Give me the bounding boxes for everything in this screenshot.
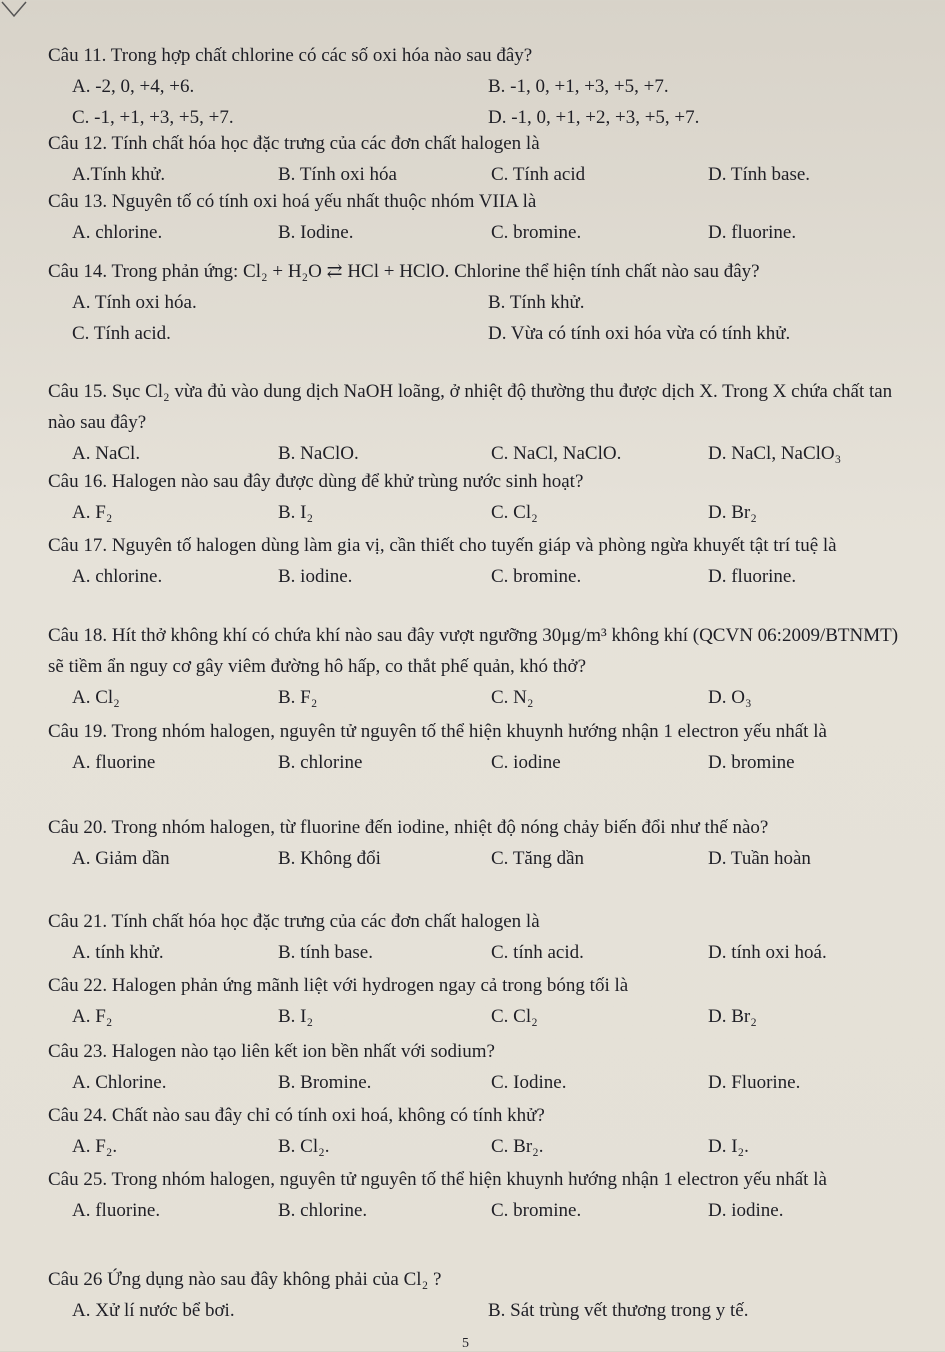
option-d: D. Tuần hoàn xyxy=(708,848,811,869)
option-d: D. -1, 0, +1, +2, +3, +5, +7. xyxy=(488,107,700,128)
option-a: A. Tính oxi hóa. xyxy=(72,292,197,313)
question-stem: Câu 23. Halogen nào tạo liên kết ion bền nhất với sodium? xyxy=(48,1041,495,1062)
option-a: A. Giảm dần xyxy=(72,848,170,869)
question-stem: Câu 17. Nguyên tố halogen dùng làm gia vị, cần thiết cho tuyến giáp và phòng ngừa khuyết tật trí tuệ là xyxy=(48,535,837,556)
question-17 xyxy=(48,530,915,592)
option-c: C. N₂ xyxy=(491,687,534,708)
question-stem: Câu 15. Sục Cl₂ vừa đủ vào dung dịch NaOH loãng, ở nhiệt độ thường thu được dịch X. Trong X chứa chất tan nào sau đây? xyxy=(48,381,893,433)
question-stem: Câu 11. Trong hợp chất chlorine có các số oxi hóa nào sau đây? xyxy=(48,45,533,66)
question-20 xyxy=(48,812,915,874)
question-stem: Câu 21. Tính chất hóa học đặc trưng của các đơn chất halogen là xyxy=(48,911,540,932)
option-d: D. NaCl, NaClO₃ xyxy=(708,443,842,464)
question-stem: Câu 12. Tính chất hóa học đặc trưng của các đơn chất halogen là xyxy=(48,133,540,154)
question-22 xyxy=(48,970,915,1032)
option-c: C. Tính acid xyxy=(491,164,586,185)
option-d: D. tính oxi hoá. xyxy=(708,942,827,963)
question-stem: Câu 24. Chất nào sau đây chỉ có tính oxi hoá, không có tính khử? xyxy=(48,1105,545,1126)
question-25 xyxy=(48,1164,915,1226)
option-a: A. -2, 0, +4, +6. xyxy=(72,76,195,97)
question-stem: Câu 14. Trong phản ứng: Cl₂ + H₂O ⇄ HCl + HClO. Chlorine thể hiện tính chất nào sau đây? xyxy=(48,261,760,282)
question-13 xyxy=(48,186,915,248)
option-a: A. Chlorine. xyxy=(72,1072,167,1093)
option-c: C. Tính acid. xyxy=(72,323,171,344)
option-b: B. Cl₂. xyxy=(278,1136,330,1157)
option-d: D. Br₂ xyxy=(708,1006,757,1027)
option-d: D. I₂. xyxy=(708,1136,749,1157)
option-d: D. Vừa có tính oxi hóa vừa có tính khử. xyxy=(488,323,791,344)
option-b: B. NaClO. xyxy=(278,443,359,464)
question-stem: Câu 18. Hít thở không khí có chứa khí nào sau đây vượt ngưỡng 30μg/m³ không khí (QCVN 06:2009/BTNMT) sẽ tiềm ẩn nguy cơ gây viêm đường hô hấp, co thắt phế quản, khó thở? xyxy=(48,625,899,677)
option-d: D. Tính base. xyxy=(708,164,811,185)
option-c: C. Br₂. xyxy=(491,1136,544,1157)
option-b: B. chlorine xyxy=(278,752,363,773)
page-number: 5 xyxy=(462,1336,469,1351)
option-d: D. Br₂ xyxy=(708,502,757,523)
option-c: C. bromine. xyxy=(491,566,582,587)
page-corner-mark xyxy=(0,0,40,30)
question-stem: Câu 16. Halogen nào sau đây được dùng để khử trùng nước sinh hoạt? xyxy=(48,471,584,492)
question-15 xyxy=(48,376,915,469)
option-b: B. Sát trùng vết thương trong y tế. xyxy=(488,1300,749,1321)
option-c: C. NaCl, NaClO. xyxy=(491,443,622,464)
option-a: A.Tính khử. xyxy=(72,164,166,185)
option-b: B. chlorine. xyxy=(278,1200,368,1221)
option-a: A. chlorine. xyxy=(72,566,163,587)
question-19 xyxy=(48,716,915,778)
option-b: B. I₂ xyxy=(278,502,314,523)
question-24 xyxy=(48,1100,915,1162)
option-b: B. iodine. xyxy=(278,566,353,587)
option-b: B. Tính oxi hóa xyxy=(278,164,397,185)
question-21 xyxy=(48,906,915,968)
option-a: A. chlorine. xyxy=(72,222,163,243)
question-23 xyxy=(48,1036,915,1098)
option-c: C. bromine. xyxy=(491,1200,582,1221)
option-b: B. Không đổi xyxy=(278,848,381,869)
option-c: C. bromine. xyxy=(491,222,582,243)
option-c: C. tính acid. xyxy=(491,942,584,963)
question-12 xyxy=(48,128,915,190)
option-d: D. fluorine. xyxy=(708,222,797,243)
option-c: C. Cl₂ xyxy=(491,1006,538,1027)
question-stem: Câu 19. Trong nhóm halogen, nguyên tử nguyên tố thể hiện khuynh hướng nhận 1 electron yếu nhất là xyxy=(48,721,827,742)
option-a: A. NaCl. xyxy=(72,443,141,464)
option-d: D. O₃ xyxy=(708,687,752,708)
option-c: C. -1, +1, +3, +5, +7. xyxy=(72,107,234,128)
option-b: B. Bromine. xyxy=(278,1072,372,1093)
option-d: D. iodine. xyxy=(708,1200,784,1221)
option-a: A. fluorine. xyxy=(72,1200,161,1221)
option-b: B. -1, 0, +1, +3, +5, +7. xyxy=(488,76,669,97)
option-a: A. F₂. xyxy=(72,1136,118,1157)
question-18 xyxy=(48,620,915,713)
option-b: B. I₂ xyxy=(278,1006,314,1027)
option-b: B. Iodine. xyxy=(278,222,354,243)
option-a: A. F₂ xyxy=(72,502,113,523)
question-stem: Câu 20. Trong nhóm halogen, từ fluorine đến iodine, nhiệt độ nóng chảy biến đổi như thế nào? xyxy=(48,817,769,838)
option-d: D. fluorine. xyxy=(708,566,797,587)
question-26 xyxy=(48,1264,915,1326)
option-c: C. Cl₂ xyxy=(491,502,538,523)
question-16 xyxy=(48,466,915,528)
question-stem: Câu 22. Halogen phản ứng mãnh liệt với hydrogen ngay cả trong bóng tối là xyxy=(48,975,629,996)
option-b: B. tính base. xyxy=(278,942,373,963)
option-a: A. tính khử. xyxy=(72,942,164,963)
option-c: C. iodine xyxy=(491,752,561,773)
option-a: A. F₂ xyxy=(72,1006,113,1027)
option-b: B. F₂ xyxy=(278,687,318,708)
question-14 xyxy=(48,256,915,349)
option-d: D. Fluorine. xyxy=(708,1072,801,1093)
question-stem: Câu 25. Trong nhóm halogen, nguyên tử nguyên tố thể hiện khuynh hướng nhận 1 electron yếu nhất là xyxy=(48,1169,827,1190)
option-c: C. Tăng dần xyxy=(491,848,585,869)
option-a: A. fluorine xyxy=(72,752,156,773)
option-d: D. bromine xyxy=(708,752,795,773)
question-11 xyxy=(48,40,915,133)
option-a: A. Cl₂ xyxy=(72,687,120,708)
option-b: B. Tính khử. xyxy=(488,292,585,313)
option-c: C. Iodine. xyxy=(491,1072,567,1093)
question-stem: Câu 13. Nguyên tố có tính oxi hoá yếu nhất thuộc nhóm VIIA là xyxy=(48,191,537,212)
option-a: A. Xử lí nước bể bơi. xyxy=(72,1300,235,1321)
question-stem: Câu 26 Ứng dụng nào sau đây không phải của Cl₂ ? xyxy=(48,1269,442,1290)
